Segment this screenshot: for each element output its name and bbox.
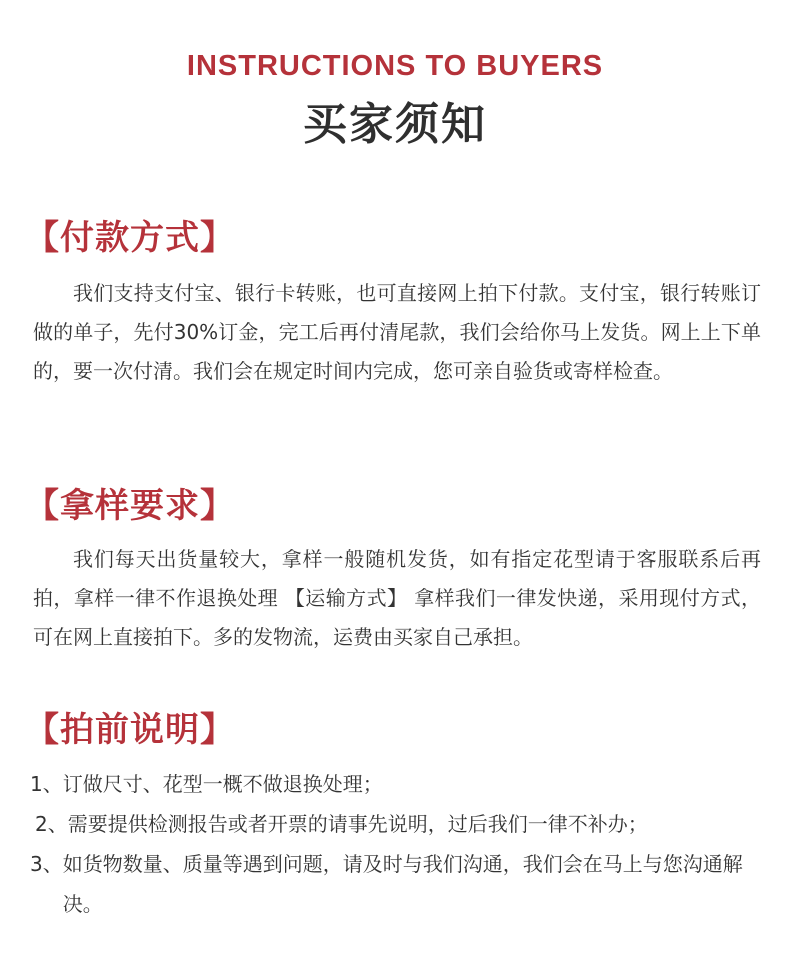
list-item-number: 1、 [30,772,63,796]
notes-section-title: 【拍前说明】 [25,710,235,750]
list-item-text: 需要提供检测报告或者开票的请事先说明，过后我们一律不补办； [67,812,648,836]
list-item-text: 订做尺寸、花型一概不做退换处理； [62,772,383,796]
list-item-text: 如货物数量、质量等遇到问题，请及时与我们沟通，我们会在马上与您沟通解决。 [62,852,743,916]
list-item [30,844,765,924]
list-item-number: 2、 [35,812,68,836]
list-item [30,804,765,844]
sample-section-text: 我们每天出货量较大，拿样一般随机发货，如有指定花型请于客服联系后再拍，拿样一律不作退换处理 【运输方式】 拿样我们一律发快递，采用现付方式，可在网上直接拍下。多的发物流，运费由买家自己承担。 [33,547,761,649]
list-item [30,764,765,804]
payment-section-title: 【付款方式】 [25,218,235,258]
list-item-number: 3、 [30,852,63,876]
payment-section-text: 我们支持支付宝、银行卡转账，也可直接网上拍下付款。支付宝，银行转账订做的单子，先付30%订金，完工后再付清尾款，我们会给你马上发货。网上上下单的，要一次付清。我们会在规定时间内完成，您可亲自验货或寄样检查。 [33,281,761,383]
sample-section-title: 【拿样要求】 [25,486,235,526]
header-title-en: INSTRUCTIONS TO BUYERS [186,50,604,82]
notes-list [30,764,765,924]
header-title-cn: 买家须知 [303,99,487,150]
